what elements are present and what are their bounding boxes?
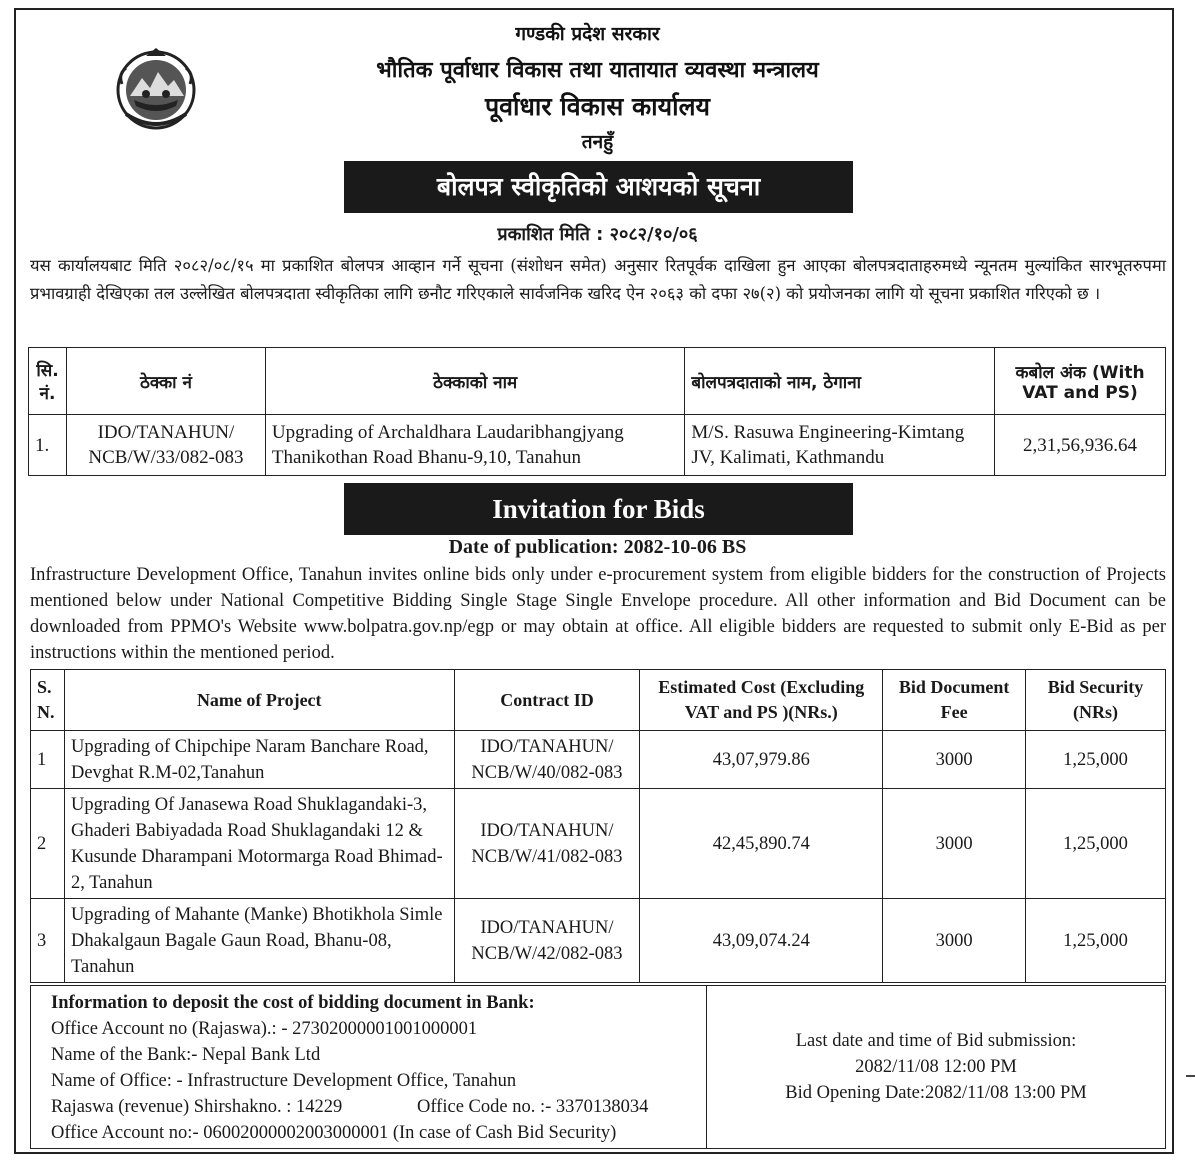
cell-estimated-cost: 43,09,074.24 bbox=[640, 899, 883, 983]
cell-contract-no: IDO/TANAHUN/ NCB/W/33/082-083 bbox=[66, 415, 265, 476]
office-code: Office Code no. :- 3370138034 bbox=[417, 1097, 649, 1117]
rajaswa-code: Rajaswa (revenue) Shirshakno. : 14229 bbox=[51, 1097, 343, 1117]
province-government-title: गण्डकी प्रदेश सरकार bbox=[515, 23, 660, 45]
cell-sn: 1 bbox=[31, 731, 65, 789]
header-bidder: बोलपत्रदाताको नाम, ठेगाना bbox=[685, 348, 995, 415]
deadline-label: Last date and time of Bid submission: bbox=[795, 1031, 1077, 1051]
office-location: तनहुँ bbox=[581, 131, 614, 153]
cell-sn: 2 bbox=[31, 789, 65, 899]
header-estimated-cost: Estimated Cost (Excluding VAT and PS )(NRs.) bbox=[640, 670, 883, 731]
table-row bbox=[29, 415, 1166, 476]
ifb-table-header-row bbox=[31, 670, 1166, 731]
cell-bid-fee: 3000 bbox=[883, 789, 1026, 899]
header-bid-security: Bid Security (NRs) bbox=[1026, 670, 1166, 731]
cell-bid-fee: 3000 bbox=[883, 899, 1026, 983]
header-sn: सि. नं. bbox=[29, 348, 67, 415]
office-name: Name of Office: - Infrastructure Development Office, Tanahun bbox=[51, 1071, 517, 1091]
ifb-title: Invitation for Bids bbox=[344, 483, 853, 535]
revenue-codes bbox=[51, 1094, 706, 1120]
header-contract-no: ठेक्का नं bbox=[66, 348, 265, 415]
deadline-info bbox=[707, 986, 1165, 1148]
cell-estimated-cost: 42,45,890.74 bbox=[640, 789, 883, 899]
cell-project: Upgrading Of Janasewa Road Shuklagandaki-3, Ghaderi Babiyadada Road Shuklagandaki 12 & Kusunde Dharampani Motormarga Road Bhimad-2, Tanahun bbox=[64, 789, 454, 899]
office-title: पूर्वाधार विकास कार्यालय bbox=[484, 92, 711, 121]
cell-bidder: M/S. Rasuwa Engineering-Kimtang JV, Kalimati, Kathmandu bbox=[685, 415, 995, 476]
intent-notice-title: बोलपत्र स्वीकृतिको आशयको सूचना bbox=[344, 161, 853, 213]
cell-contract-id: IDO/TANAHUN/ NCB/W/40/082-083 bbox=[454, 731, 640, 789]
cell-contract-id: IDO/TANAHUN/ NCB/W/42/082-083 bbox=[454, 899, 640, 983]
bank-info bbox=[31, 986, 707, 1148]
cell-sn: 1. bbox=[29, 415, 67, 476]
intent-table-header-row bbox=[29, 348, 1166, 415]
bank-info-title: Information to deposit the cost of bidding document in Bank: bbox=[51, 993, 535, 1013]
ifb-publication-date: Date of publication: 2082-10-06 BS bbox=[448, 536, 747, 558]
table-row bbox=[31, 899, 1166, 983]
bottom-info-box bbox=[30, 985, 1166, 1149]
cell-bid-amount: 2,31,56,936.64 bbox=[995, 415, 1166, 476]
cell-sn: 3 bbox=[31, 899, 65, 983]
edge-mark bbox=[1186, 1075, 1195, 1077]
table-row bbox=[31, 731, 1166, 789]
cell-bid-security: 1,25,000 bbox=[1026, 789, 1166, 899]
ministry-title: भौतिक पूर्वाधार विकास तथा यातायात व्यवस्था मन्त्रालय bbox=[376, 58, 819, 83]
cell-bid-fee: 3000 bbox=[883, 731, 1026, 789]
cell-bid-security: 1,25,000 bbox=[1026, 731, 1166, 789]
cell-project: Upgrading of Chipchipe Naram Banchare Road, Devghat R.M-02,Tanahun bbox=[64, 731, 454, 789]
header-contract-name: ठेक्काको नाम bbox=[265, 348, 685, 415]
header-sn: S. N. bbox=[31, 670, 65, 731]
header-contract-id: Contract ID bbox=[454, 670, 640, 731]
cell-bid-security: 1,25,000 bbox=[1026, 899, 1166, 983]
cell-project: Upgrading of Mahante (Manke) Bhotikhola Simle Dhakalgaun Bagale Gaun Road, Bhanu-08, Tanahun bbox=[64, 899, 454, 983]
cash-security-account: Office Account no:- 06002000002003000001 (In case of Cash Bid Security) bbox=[51, 1123, 617, 1143]
intent-notice-paragraph: यस कार्यालयबाट मिति २०८२/०८/१५ मा प्रकाशित बोलपत्र आव्हान गर्ने सूचना (संशोधन समेत) अनुसार रितपूर्वक दाखिला हुन आएका बोलपत्रदाताहरुमध्ये न्यूनतम मुल्यांकित सारभूतरुपमा प्रभावग्राही देखिएका तल उल्लेखित बोलपत्रदाता स्वीकृतिका लागि छनौट गरिएकाले सार्वजनिक खरिद ऐन २०६३ को दफा २७(२) को प्रयोजनका लागि यो सूचना प्रकाशित गरिएको छ । bbox=[30, 256, 1166, 303]
cell-estimated-cost: 43,07,979.86 bbox=[640, 731, 883, 789]
cell-contract-name: Upgrading of Archaldhara Laudaribhangjyang Thanikothan Road Bhanu-9,10, Tanahun bbox=[265, 415, 685, 476]
ifb-table bbox=[30, 669, 1166, 983]
submission-deadline: 2082/11/08 12:00 PM bbox=[855, 1057, 1017, 1077]
intent-table bbox=[28, 347, 1166, 476]
cell-contract-id: IDO/TANAHUN/ NCB/W/41/082-083 bbox=[454, 789, 640, 899]
office-account: Office Account no (Rajaswa).: - 27302000001001000001 bbox=[51, 1019, 478, 1039]
bid-opening-date: Bid Opening Date:2082/11/08 13:00 PM bbox=[785, 1083, 1087, 1103]
table-row bbox=[31, 789, 1166, 899]
header-project: Name of Project bbox=[64, 670, 454, 731]
ifb-paragraph: Infrastructure Development Office, Tanahun invites online bids only under e-procurement system from eligible bidders for the construction of Projects mentioned below under National Competitive Bidding Single Stage Single Envelope procedure. All other information and Bid Document can be downloaded from PPMO's Website www.bolpatra.gov.np/egp or may obtain at office. All eligible bidders are requested to submit only E-Bid as per instructions within the mentioned period. bbox=[30, 565, 1166, 663]
intent-publication-date: प्रकाशित मिति : २०८२/१०/०६ bbox=[497, 224, 698, 245]
header-bid-amount: कबोल अंक (With VAT and PS) bbox=[995, 348, 1166, 415]
bank-name: Name of the Bank:- Nepal Bank Ltd bbox=[51, 1045, 321, 1065]
header-bid-fee: Bid Document Fee bbox=[883, 670, 1026, 731]
